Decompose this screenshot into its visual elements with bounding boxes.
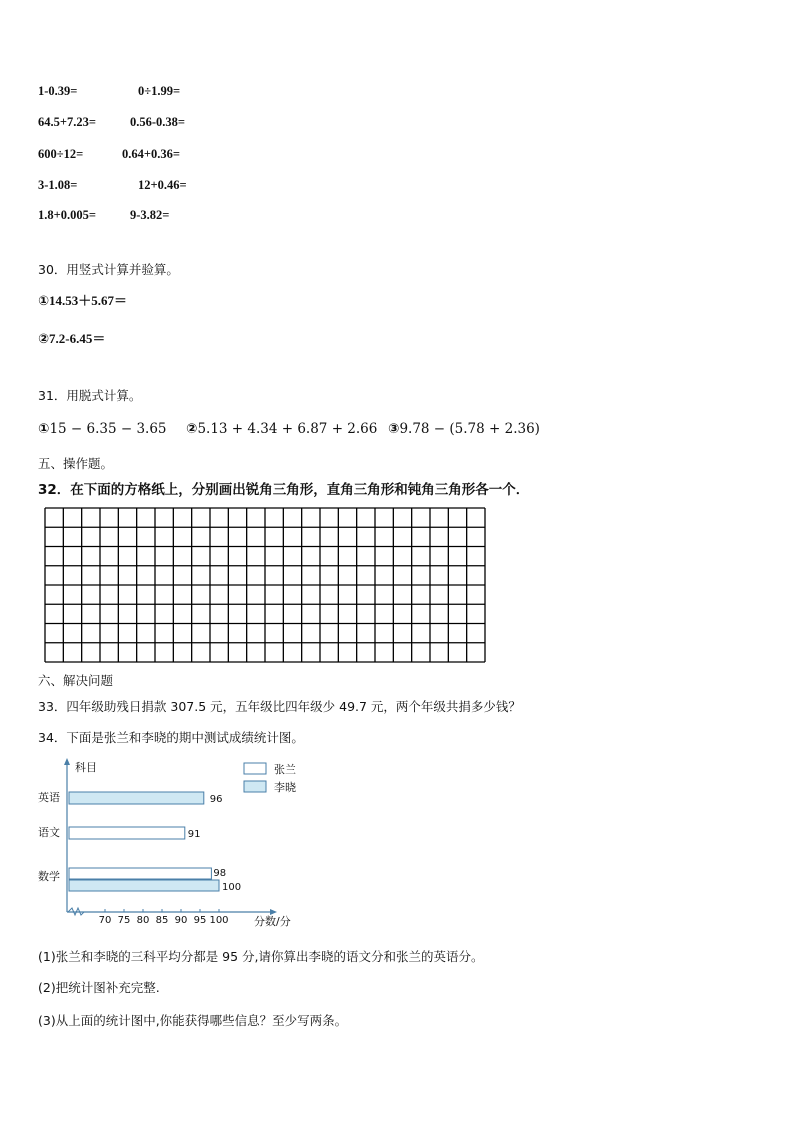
q30-expr: 14.53＋5.67＝ — [49, 293, 128, 308]
bar-zhanglan — [69, 827, 185, 839]
q33-text: 33．四年级助残日捐款 307.5 元，五年级比四年级少 49.7 元，两个年级共捐多少钱？ — [38, 699, 521, 714]
y-axis-arrow — [64, 758, 70, 765]
circled-number: ② — [186, 421, 198, 437]
circled-number: ① — [38, 294, 50, 309]
q31-item-2 — [186, 421, 377, 437]
legend-label: 张兰 — [274, 763, 296, 776]
score-bar-chart — [30, 755, 330, 930]
calc-left-4: 3-1.08= — [38, 178, 78, 192]
q34-sub1: (1)张兰和李晓的三科平均分都是 95 分,请你算出李晓的语文分和张兰的英语分。 — [38, 949, 484, 964]
calc-right-1: 0÷1.99= — [138, 84, 181, 98]
x-axis-label: 分数/分 — [254, 915, 291, 928]
q31-item-1 — [38, 421, 167, 437]
x-tick-label: 75 — [117, 915, 131, 926]
q32-title: 32．在下面的方格纸上，分别画出锐角三角形，直角三角形和钝角三角形各一个． — [38, 482, 530, 498]
q31-expr: 15 − 6.35 − 3.65 — [49, 421, 167, 437]
bar-lixiao — [69, 880, 219, 891]
calc-left-5: 1.8+0.005= — [38, 208, 96, 222]
bar-lixiao — [69, 792, 204, 804]
bar-value-label: 98 — [213, 868, 227, 879]
calc-right-4: 12+0.46= — [138, 178, 187, 192]
section-6-heading: 六、解决问题 — [38, 673, 114, 688]
x-tick-label: 90 — [174, 915, 188, 926]
circled-number: ① — [38, 421, 50, 437]
circled-number: ③ — [388, 421, 400, 437]
x-tick-label: 100 — [209, 915, 229, 926]
q31-item-3 — [388, 421, 540, 437]
bar-zhanglan — [69, 868, 211, 879]
category-label: 语文 — [38, 826, 60, 839]
x-tick-label: 85 — [155, 915, 169, 926]
section-5-heading: 五、操作题。 — [38, 456, 114, 471]
x-tick-label: 70 — [98, 915, 112, 926]
square-grid-paper[interactable] — [44, 507, 486, 663]
calc-right-2: 0.56-0.38= — [130, 115, 186, 129]
bar-value-label: 100 — [222, 882, 242, 893]
q34-sub3: (3)从上面的统计图中,你能获得哪些信息？至少写两条。 — [38, 1013, 348, 1028]
legend-swatch — [244, 763, 266, 774]
y-axis-label: 科目 — [75, 761, 97, 774]
calc-left-2: 64.5+7.23= — [38, 115, 96, 129]
circled-number: ② — [38, 332, 50, 347]
calc-right-3: 0.64+0.36= — [122, 147, 180, 161]
legend-swatch — [244, 781, 266, 792]
calc-right-5: 9-3.82= — [130, 208, 170, 222]
legend-label: 李晓 — [274, 781, 296, 794]
q31-expr: 5.13 + 4.34 + 6.87 + 2.66 — [197, 421, 378, 437]
category-label: 英语 — [38, 791, 60, 804]
calc-left-1: 1-0.39= — [38, 84, 78, 98]
q31-expr: 9.78 − (5.78 + 2.36) — [399, 421, 540, 437]
q31-title: 31．用脱式计算。 — [38, 388, 142, 403]
bar-value-label: 91 — [187, 829, 201, 840]
x-tick-label: 95 — [193, 915, 207, 926]
q30-title: 30．用竖式计算并验算。 — [38, 262, 179, 277]
bar-value-label: 96 — [209, 794, 223, 805]
q34-sub2: (2)把统计图补充完整. — [38, 980, 160, 995]
q30-item-1 — [38, 290, 127, 309]
calc-left-3: 600÷12= — [38, 147, 84, 161]
category-label: 数学 — [38, 870, 60, 883]
q30-expr: 7.2-6.45＝ — [49, 331, 106, 346]
q30-item-2 — [38, 328, 105, 347]
x-tick-label: 80 — [136, 915, 150, 926]
q34-title: 34．下面是张兰和李晓的期中测试成绩统计图。 — [38, 730, 304, 745]
